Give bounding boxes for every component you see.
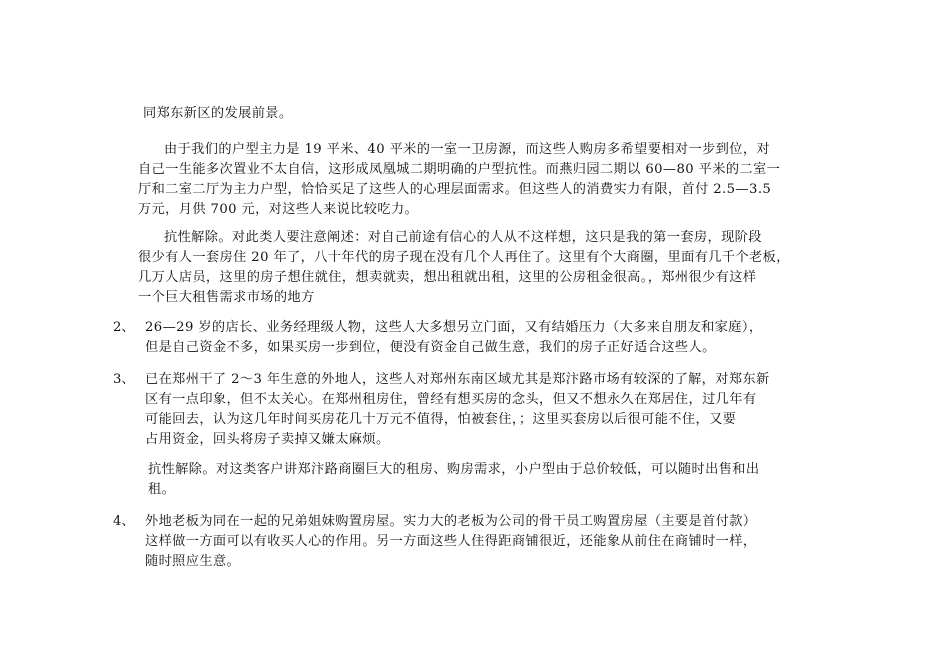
text-line: 抗性解除。对这类客户讲郑汴路商圈巨大的租房、购房需求，小户型由于总价较低，可以随时出售和出 [148,462,760,477]
paragraph-unit-type-resistance [138,140,780,220]
text-line: 厅和二室二厅为主力户型，恰恰买足了这些人的心理层面需求。但这些人的消费实力有限，首付 2.5—3.5 [138,182,772,197]
text-line: 一个巨大租售需求市场的地方 [138,290,315,305]
text-line: 租。 [148,482,176,497]
text-line: 外地老板为同在一起的兄弟姐妹购置房屋。实力大的老板为公司的骨干员工购置房屋（主要是首付款） [145,514,757,529]
text-line: 抗性解除。对此类人要注意阐述：对自己前途有信心的人从不这样想，这只是我的第一套房，现阶段 [164,230,762,245]
paragraph-resistance-resolution-1 [138,228,790,308]
text-line: 区有一点印象，但不太关心。在郑州租房住，曾经有想买房的念头，但又不想永久在郑居住，过几年有 [145,392,757,407]
text-line: 随时照应生意。 [145,554,241,569]
paragraph-intro [143,104,292,124]
text-line: 几万人店员，这里的房子想住就住，想卖就卖，想出租就出租，这里的公房租金很高。，郑州很少有这样 [138,270,757,285]
list-item-2 [145,318,762,358]
text-line: 占用资金，回头将房子卖掉又嫌太麻烦。 [145,432,390,447]
list-item-4 [145,512,756,572]
text-line: 很少有人一套房住 20 年了，八十年代的房子现在没有几个人再住了。这里有个大商圈，里面有几千个老板， [138,250,790,265]
text-line: 自己一生能多次置业不太自信，这形成凤凰城二期明确的户型抗性。而燕归园二期以 60—80 平米的二室一 [138,162,781,177]
list-item-number: 4、 [113,514,135,529]
text-line: 同郑东新区的发展前景。 [143,106,293,121]
text-line: 可能回去，认为这几年时间买房花几十万元不值得，怕被套住，；这里买套房以后很可能不住，又要 [145,412,737,427]
text-line: 26—29 岁的店长、业务经理级人物，这些人大多想另立门面，又有结婚压力（大多来自朋友和家庭）， [145,320,763,335]
text-line: 已在郑州干了 2～3 年生意的外地人，这些人对郑州东南区域尤其是郑汴路市场有较深的了解，对郑东新 [145,372,770,387]
list-item-number: 2、 [113,320,135,335]
text-line: 万元，月供 700 元，对这些人来说比较吃力。 [138,202,419,217]
paragraph-resistance-resolution-2 [148,460,759,500]
text-line: 但是自己资金不多，如果买房一步到位，便没有资金自己做生意，我们的房子正好适合这些人。 [145,340,716,355]
list-item-3 [145,370,770,450]
list-item-number: 3、 [113,372,135,387]
text-line: 由于我们的户型主力是 19 平米、40 平米的一室一卫房源，而这些人购房多希望要相对一步到位，对 [164,142,771,157]
text-line: 这样做一方面可以有收买人心的作用。另一方面这些人住得距商铺很近，还能象从前住在商铺时一样， [145,534,757,549]
